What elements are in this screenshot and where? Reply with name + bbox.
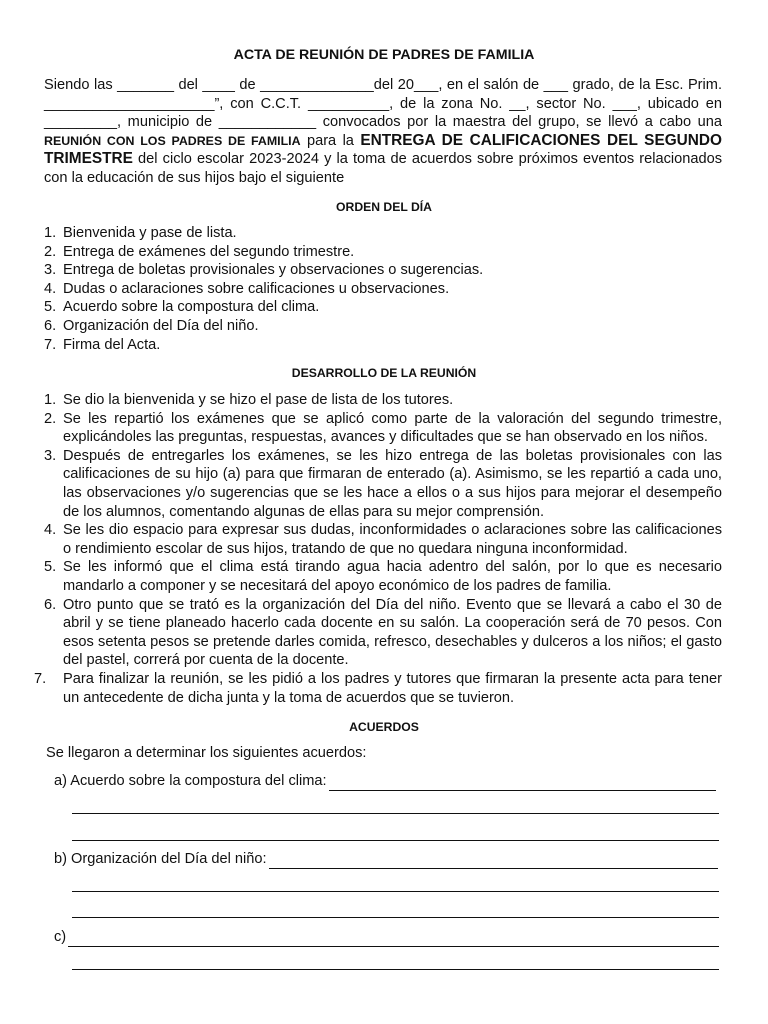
orden-list bbox=[44, 224, 722, 354]
acuerdos-intro: Se llegaron a determinar los siguientes acuerdos: bbox=[46, 745, 367, 761]
acuerdo-b-answer-line[interactable] bbox=[269, 855, 718, 869]
answer-line[interactable] bbox=[72, 917, 719, 918]
item-text: Otro punto que se trató es la organización del Día del niño. Evento que se llevará a cabo el 30 de abril y se tiene planeado hacerlo cada docente en su salón. La cooperación será de 70 pesos. Con esos setenta pesos se pretende darles comida, refresco, desechables y dulceros a los niños; el gasto del pastel, correrá por cuenta de la docente. bbox=[63, 596, 722, 669]
list-item bbox=[44, 298, 722, 317]
item-text: Se les informó que el clima está tirando agua hacia adentro del salón, por lo que es necesario mandarlo a componer y se necesitará del apoyo económico de los padres de familia. bbox=[63, 559, 722, 594]
item-number: 4. bbox=[44, 522, 57, 539]
item-text: Para finalizar la reunión, se les pidió a los padres y tutores que firmaran la presente acta para tener un antecedente de dicha junta y la toma de acuerdos que se tuvieron. bbox=[63, 670, 722, 706]
item-number: 7. bbox=[44, 336, 57, 353]
intro-bold-delivery: ENTREGA DE CALIFICACIONES DEL SEGUNDO TRIMESTRE bbox=[44, 131, 722, 168]
acuerdo-b-label: b) Organización del Día del niño: bbox=[54, 851, 267, 867]
item-number: 1. bbox=[44, 225, 57, 241]
list-item bbox=[44, 317, 722, 336]
item-text: Después de entregarles los exámenes, se les hizo entrega de las boletas provisionales con las calificaciones de su hijo (a) para que firmaran de enterado (a). Asimismo, se les repartió a cada uno, las observaciones y/o sugerencias que se les hace a ellos o a sus hijos para mejorar el desempeño de los alumnos, comentando algunas de ellas para su mejor comprensión. bbox=[63, 447, 722, 520]
item-text: Se dio la bienvenida y se hizo el pase de lista de los tutores. bbox=[63, 392, 454, 408]
item-text: Se les repartió los exámenes que se aplicó como parte de la valoración del segundo trimestre, explicándoles las preguntas, respuestas, avances y dificultades que se han observado en los niños. bbox=[63, 410, 722, 446]
answer-line[interactable] bbox=[72, 840, 719, 841]
answer-line[interactable] bbox=[72, 969, 719, 970]
list-item bbox=[44, 336, 722, 355]
item-text: Se les dio espacio para expresar sus dudas, inconformidades o aclaraciones sobre las calificaciones o rendimiento escolar de sus hijos, tratando de que no quedara ninguna inconformidad. bbox=[63, 522, 722, 557]
item-number: 7. bbox=[34, 670, 47, 687]
desarrollo-heading: DESARROLLO DE LA REUNIÓN bbox=[291, 366, 477, 380]
list-item bbox=[44, 280, 722, 299]
item-number: 4. bbox=[44, 280, 57, 297]
acuerdo-a-answer-line[interactable] bbox=[329, 777, 716, 791]
list-item bbox=[44, 243, 722, 262]
item-number: 2. bbox=[44, 243, 57, 260]
item-text: Bienvenida y pase de lista. bbox=[63, 225, 237, 241]
list-item bbox=[34, 670, 722, 707]
item-number: 2. bbox=[44, 410, 57, 427]
item-text: Firma del Acta. bbox=[63, 336, 161, 353]
list-item bbox=[44, 224, 722, 243]
acuerdo-c-answer-line[interactable] bbox=[68, 933, 719, 947]
item-number: 6. bbox=[44, 596, 57, 613]
item-text: Entrega de boletas provisionales y observaciones o sugerencias. bbox=[63, 262, 484, 279]
item-text: Organización del Día del niño. bbox=[63, 317, 259, 334]
acuerdo-a-label: a) Acuerdo sobre la compostura del clima: bbox=[54, 773, 327, 789]
item-text: Acuerdo sobre la compostura del clima. bbox=[63, 299, 320, 316]
acuerdo-c-label: c) bbox=[54, 929, 67, 945]
intro-paragraph bbox=[44, 76, 722, 188]
list-item bbox=[44, 596, 722, 670]
intro-text-1: Siendo las _______ del ____ de ______________del 20___, en el salón de ___ grado, de la Esc. Prim. _____________________”, con C.C.T. __________, de la zona No. __, sector No. ___, ubicado en _________, municipio de ____________ convocados por la maestra del grupo, se llevó a cabo una bbox=[44, 77, 722, 131]
acuerdo-a-row bbox=[54, 772, 716, 791]
document-title: ACTA DE REUNIÓN DE PADRES DE FAMILIA bbox=[233, 47, 535, 63]
acuerdo-c-row bbox=[54, 928, 719, 947]
list-item bbox=[44, 521, 722, 558]
intro-text-2: para la bbox=[300, 132, 361, 149]
intro-bold-meeting: REUNIÓN CON LOS PADRES DE FAMILIA bbox=[44, 133, 301, 148]
item-number: 1. bbox=[44, 392, 57, 408]
desarrollo-list bbox=[34, 391, 722, 707]
list-item bbox=[44, 410, 722, 447]
list-item bbox=[44, 558, 722, 595]
list-item bbox=[44, 391, 722, 410]
item-text: Dudas o aclaraciones sobre calificaciones u observaciones. bbox=[63, 280, 450, 297]
item-number: 6. bbox=[44, 317, 57, 334]
orden-heading: ORDEN DEL DÍA bbox=[336, 200, 432, 214]
answer-line[interactable] bbox=[72, 891, 719, 892]
acuerdos-heading: ACUERDOS bbox=[349, 720, 419, 734]
acuerdo-b-row bbox=[54, 850, 718, 869]
item-number: 3. bbox=[44, 262, 57, 279]
list-item bbox=[44, 261, 722, 280]
intro-text-3: del ciclo escolar 2023-2024 y la toma de acuerdos sobre próximos eventos relacionados con la educación de sus hijos bajo el siguiente bbox=[44, 151, 722, 186]
item-number: 3. bbox=[44, 447, 57, 464]
item-number: 5. bbox=[44, 299, 57, 316]
list-item bbox=[44, 447, 722, 521]
item-number: 5. bbox=[44, 559, 57, 576]
answer-line[interactable] bbox=[72, 813, 719, 814]
item-text: Entrega de exámenes del segundo trimestre. bbox=[63, 243, 355, 260]
